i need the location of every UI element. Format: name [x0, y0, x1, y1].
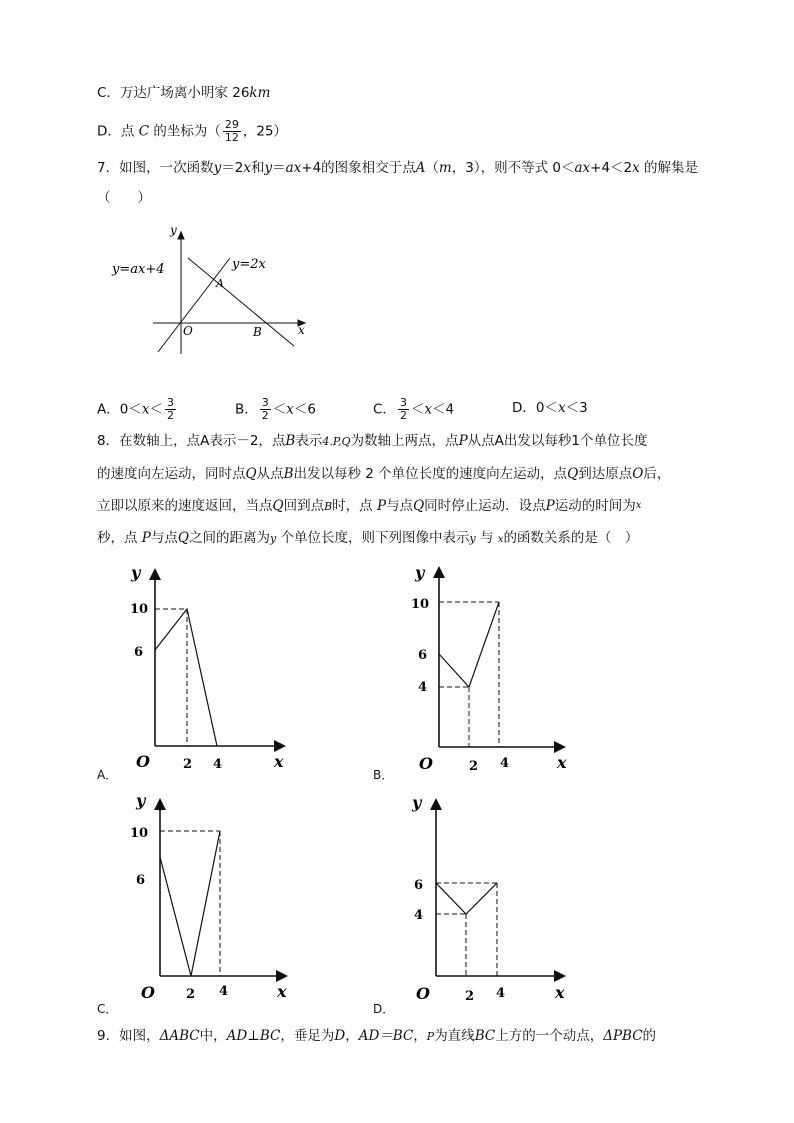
- graph-c-polyline: [160, 831, 220, 976]
- graph-d-origin: O: [416, 984, 430, 1003]
- q7-label-b: B: [253, 325, 262, 339]
- q8-line-2: 的速度向左运动，同时点Q从点B出发以每秒 2 个单位长度的速度向左运动，点Q到达原点O后，: [97, 466, 671, 482]
- graph-d-x-arrow-icon: [554, 970, 566, 982]
- graph-a-tick: 10: [130, 602, 149, 617]
- graph-c-tick: 4: [219, 984, 229, 999]
- graph-a-x-arrow-icon: [274, 740, 286, 752]
- q7-option-d: D．0＜x＜3: [512, 400, 588, 416]
- graph-b-origin: O: [419, 754, 433, 773]
- graph-b: [411, 563, 567, 774]
- q7-label-y: y: [170, 223, 177, 237]
- graph-a-option-label: A．: [97, 768, 118, 782]
- graph-d-option-label: D．: [373, 1002, 395, 1016]
- graph-c-origin: O: [141, 983, 155, 1002]
- q7-line1-label: y=ax+4: [112, 262, 165, 277]
- q7-label-x: x: [298, 323, 305, 337]
- fraction-29-12: $\frac{29}{12}$: [224, 118, 239, 144]
- graph-a-y-arrow-icon: [149, 568, 161, 580]
- graph-a-y-label: y: [131, 563, 141, 582]
- graph-b-tick: 4: [418, 680, 428, 695]
- graph-a-tick: 4: [213, 757, 223, 772]
- graph-c-tick: 6: [136, 873, 146, 888]
- q7-answer-paren: （ ）: [97, 190, 151, 206]
- graph-c-tick: 2: [186, 987, 196, 1002]
- q7-option-c: C． $\frac{3}{2}$ ＜x＜4: [373, 396, 455, 422]
- graph-c-y-arrow-icon: [154, 798, 166, 810]
- q7-line2-label: y=2x: [232, 257, 266, 272]
- graph-b-tick: 2: [469, 759, 479, 774]
- graph-b-x-arrow-icon: [554, 741, 566, 753]
- graph-d: [411, 793, 566, 1004]
- q6-option-d: D．点 C 的坐标为（ $\frac{29}{12}$ ，25）: [97, 118, 288, 144]
- graph-d-tick: 6: [414, 878, 424, 893]
- q8-line-4: 秒，点 P与点Q之间的距离为y 个单位长度，则下列图像中表示y 与 x的函数关系的是（ ）: [97, 530, 639, 546]
- graph-b-y-label: y: [415, 563, 425, 582]
- q8-line-3: 立即以原来的速度返回，当点Q回到点B时，点 P与点Q同时停止运动．设点P运动的时间为$^x$: [97, 498, 642, 514]
- graph-b-y-arrow-icon: [433, 566, 445, 578]
- graph-c-option-label: C．: [97, 1002, 118, 1016]
- graph-d-tick: 2: [465, 989, 475, 1004]
- graph-a-x-label: x: [274, 752, 284, 771]
- graph-c: [130, 791, 288, 1002]
- graph-b-x-label: x: [557, 753, 567, 772]
- graph-a-tick: 2: [183, 757, 193, 772]
- q7-label-o: O: [183, 324, 193, 338]
- graph-c-x-arrow-icon: [276, 970, 288, 982]
- graph-d-tick: 4: [496, 986, 506, 1001]
- graph-c-x-label: x: [277, 982, 287, 1001]
- graph-b-option-label: B．: [373, 768, 394, 782]
- graph-c-y-label: y: [136, 791, 146, 810]
- graph-d-x-label: x: [555, 983, 565, 1002]
- graph-d-y-arrow-icon: [430, 798, 442, 810]
- q7-option-a: A．0＜x＜ $\frac{3}{2}$: [97, 396, 174, 422]
- graph-d-y-label: y: [412, 793, 422, 812]
- graph-a-tick: 6: [134, 645, 144, 660]
- q6-option-c: C．万达广场离小明家 26km: [97, 85, 271, 101]
- graph-c-tick: 10: [130, 826, 149, 841]
- graph-a: [130, 563, 286, 772]
- q7-option-b: B． $\frac{3}{2}$ ＜x＜6: [235, 396, 316, 422]
- graph-a-origin: O: [136, 752, 150, 771]
- q7-label-a: A: [216, 277, 224, 290]
- q9-stem: 9．如图，ΔABC中，AD⊥BC，垂足为D，AD＝BC，P为直线BC上方的一个动点，ΔPBC的: [97, 1028, 657, 1044]
- graph-a-polyline: [155, 609, 217, 746]
- graph-b-tick: 10: [411, 597, 430, 612]
- graph-d-tick: 4: [414, 908, 424, 923]
- q7-stem: 7．如图，一次函数y＝2x和y＝ax+4的图象相交于点A（m，3），则不等式 0＜ax+4＜2x 的解集是: [97, 160, 699, 176]
- graph-d-polyline: [436, 883, 497, 914]
- graph-b-polyline: [439, 602, 499, 687]
- graph-b-tick: 6: [418, 648, 428, 663]
- graph-b-tick: 4: [500, 756, 510, 771]
- q8-line-1: 8．在数轴上，点A表示－2，点B表示4.P,Q为数轴上两点，点P从点A出发以每秒1个单位长度: [97, 433, 648, 449]
